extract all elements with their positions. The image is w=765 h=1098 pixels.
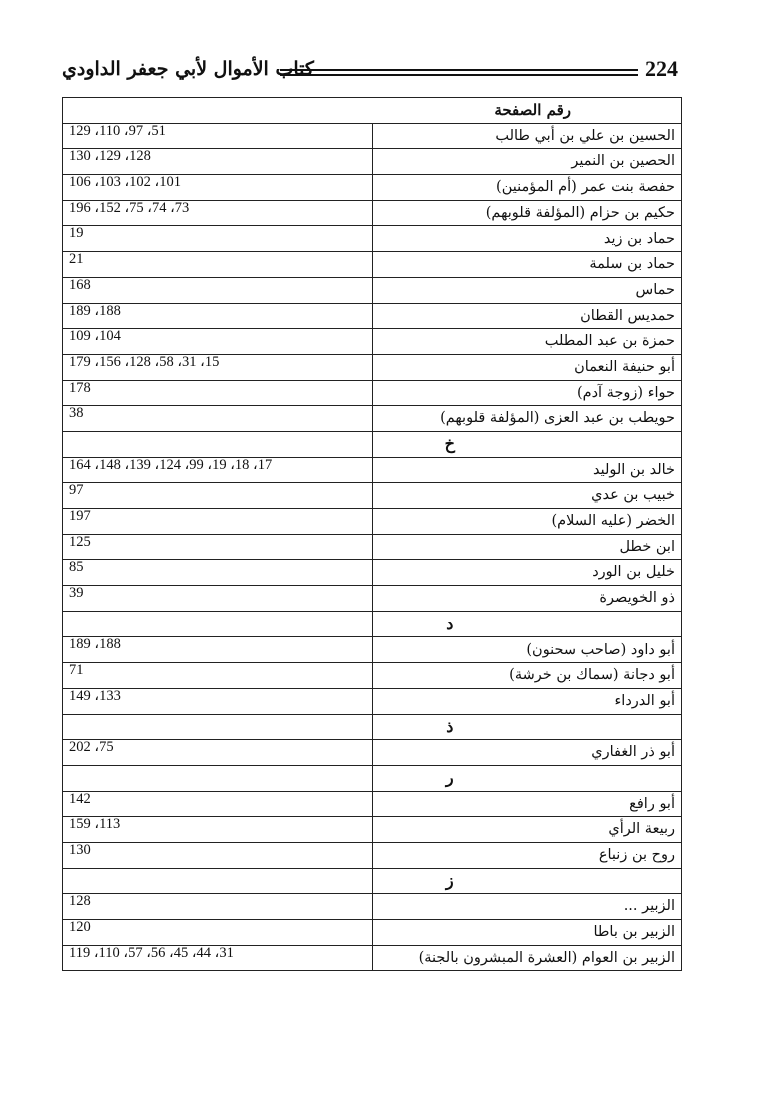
letter-divider-row (63, 765, 682, 791)
name-index-table (62, 97, 682, 971)
table-row (63, 509, 682, 535)
page-references-cell: 188، 189 (63, 637, 373, 663)
person-name-cell: أبو داود (صاحب سحنون) (372, 637, 682, 663)
page-references-cell: 128، 129، 130 (63, 149, 373, 175)
person-name-cell: ذو الخويصرة (372, 586, 682, 612)
table-row (63, 534, 682, 560)
letter-divider-row (63, 714, 682, 740)
person-name-cell: أبو رافع (372, 791, 682, 817)
empty-pages-cell (63, 431, 373, 457)
page-references-cell: 197 (63, 509, 373, 535)
person-name-cell: حماد بن سلمة (372, 252, 682, 278)
table-row (63, 483, 682, 509)
person-name-cell: أبو حنيفة النعمان (372, 354, 682, 380)
person-name-cell: الزبير ... (372, 894, 682, 920)
table-row (63, 252, 682, 278)
page-header (62, 56, 682, 84)
page-references-cell: 51، 97، 110، 129 (63, 123, 373, 149)
page-references-cell: 101، 102، 103، 106 (63, 175, 373, 201)
table-row (63, 380, 682, 406)
letter-heading: ذ (372, 714, 682, 740)
page-references-cell: 71 (63, 663, 373, 689)
page-references-cell: 97 (63, 483, 373, 509)
empty-pages-cell (63, 868, 373, 894)
letter-divider-row (63, 868, 682, 894)
page-references-cell: 31، 44، 45، 56، 57، 110، 119 (63, 945, 373, 971)
page-references-cell: 128 (63, 894, 373, 920)
person-name-cell: أبو دجانة (سماك بن خرشة) (372, 663, 682, 689)
page-references-cell: 130 (63, 842, 373, 868)
person-name-cell: ابن خطل (372, 534, 682, 560)
person-name-cell: خليل بن الورد (372, 560, 682, 586)
person-name-cell: الخضر (عليه السلام) (372, 509, 682, 535)
page-references-cell: 188، 189 (63, 303, 373, 329)
person-name-cell: الحسين بن علي بن أبي طالب (372, 123, 682, 149)
person-name-cell: أبو ذر الغفاري (372, 740, 682, 766)
table-row (63, 303, 682, 329)
table-row (63, 637, 682, 663)
person-name-cell: حمزة بن عبد المطلب (372, 329, 682, 355)
letter-heading: د (372, 611, 682, 637)
page-references-cell: 104، 109 (63, 329, 373, 355)
empty-pages-cell (63, 611, 373, 637)
page-references-cell: 73، 74، 75، 152، 196 (63, 200, 373, 226)
page-references-cell: 133، 149 (63, 688, 373, 714)
table-row (63, 560, 682, 586)
person-name-cell: حماد بن زيد (372, 226, 682, 252)
person-name-cell: الزبير بن باطا (372, 920, 682, 946)
page-references-cell: 178 (63, 380, 373, 406)
letter-divider-row (63, 431, 682, 457)
table-row (63, 457, 682, 483)
page-references-cell: 75، 202 (63, 740, 373, 766)
table-header-row (63, 98, 682, 124)
table-row (63, 586, 682, 612)
table-row (63, 740, 682, 766)
person-name-cell: خبيب بن عدي (372, 483, 682, 509)
letter-heading: ز (372, 868, 682, 894)
page-references-cell: 17، 18، 19، 99، 124، 139، 148، 164 (63, 457, 373, 483)
letter-heading: خ (372, 431, 682, 457)
person-name-cell: حويطب بن عبد العزى (المؤلفة قلوبهم) (372, 406, 682, 432)
page-references-cell: 120 (63, 920, 373, 946)
table-row (63, 149, 682, 175)
page-references-cell: 39 (63, 586, 373, 612)
page-number: 224 (645, 56, 678, 81)
person-name-cell: ربيعة الرأي (372, 817, 682, 843)
table-row (63, 406, 682, 432)
table-row (63, 920, 682, 946)
table-row (63, 688, 682, 714)
table-row (63, 200, 682, 226)
page-references-cell: 125 (63, 534, 373, 560)
person-name-cell: حكيم بن حزام (المؤلفة قلوبهم) (372, 200, 682, 226)
table-row (63, 817, 682, 843)
table-row (63, 663, 682, 689)
header-double-rule (280, 69, 638, 76)
book-title: كتاب الأموال لأبي جعفر الداودي (62, 58, 314, 80)
page-references-cell: 85 (63, 560, 373, 586)
person-name-cell: الحصين بن النمير (372, 149, 682, 175)
page-references-cell: 168 (63, 277, 373, 303)
person-name-cell: أبو الدرداء (372, 688, 682, 714)
letter-heading: ر (372, 765, 682, 791)
table-row (63, 354, 682, 380)
table-row (63, 175, 682, 201)
page-references-cell: 15، 31، 58، 128، 156، 179 (63, 354, 373, 380)
page-references-cell: 113، 159 (63, 817, 373, 843)
table-row (63, 277, 682, 303)
table-row (63, 123, 682, 149)
person-name-cell: حفصة بنت عمر (أم المؤمنين) (372, 175, 682, 201)
person-name-cell: الزبير بن العوام (العشرة المبشرون بالجنة) (372, 945, 682, 971)
person-name-cell: حماس (372, 277, 682, 303)
empty-pages-cell (63, 714, 373, 740)
page-references-cell: 19 (63, 226, 373, 252)
person-name-cell: روح بن زنباع (372, 842, 682, 868)
letter-divider-row (63, 611, 682, 637)
table-row (63, 945, 682, 971)
page-references-cell: 38 (63, 406, 373, 432)
person-name-cell: حواء (زوجة آدم) (372, 380, 682, 406)
empty-pages-cell (63, 765, 373, 791)
table-row (63, 329, 682, 355)
page-references-cell: 21 (63, 252, 373, 278)
table-row (63, 894, 682, 920)
person-name-cell: خالد بن الوليد (372, 457, 682, 483)
table-row (63, 226, 682, 252)
table-row (63, 842, 682, 868)
table-row (63, 791, 682, 817)
page-references-cell: 142 (63, 791, 373, 817)
page-number-column-header: رقم الصفحة (63, 98, 682, 124)
person-name-cell: حمديس القطان (372, 303, 682, 329)
